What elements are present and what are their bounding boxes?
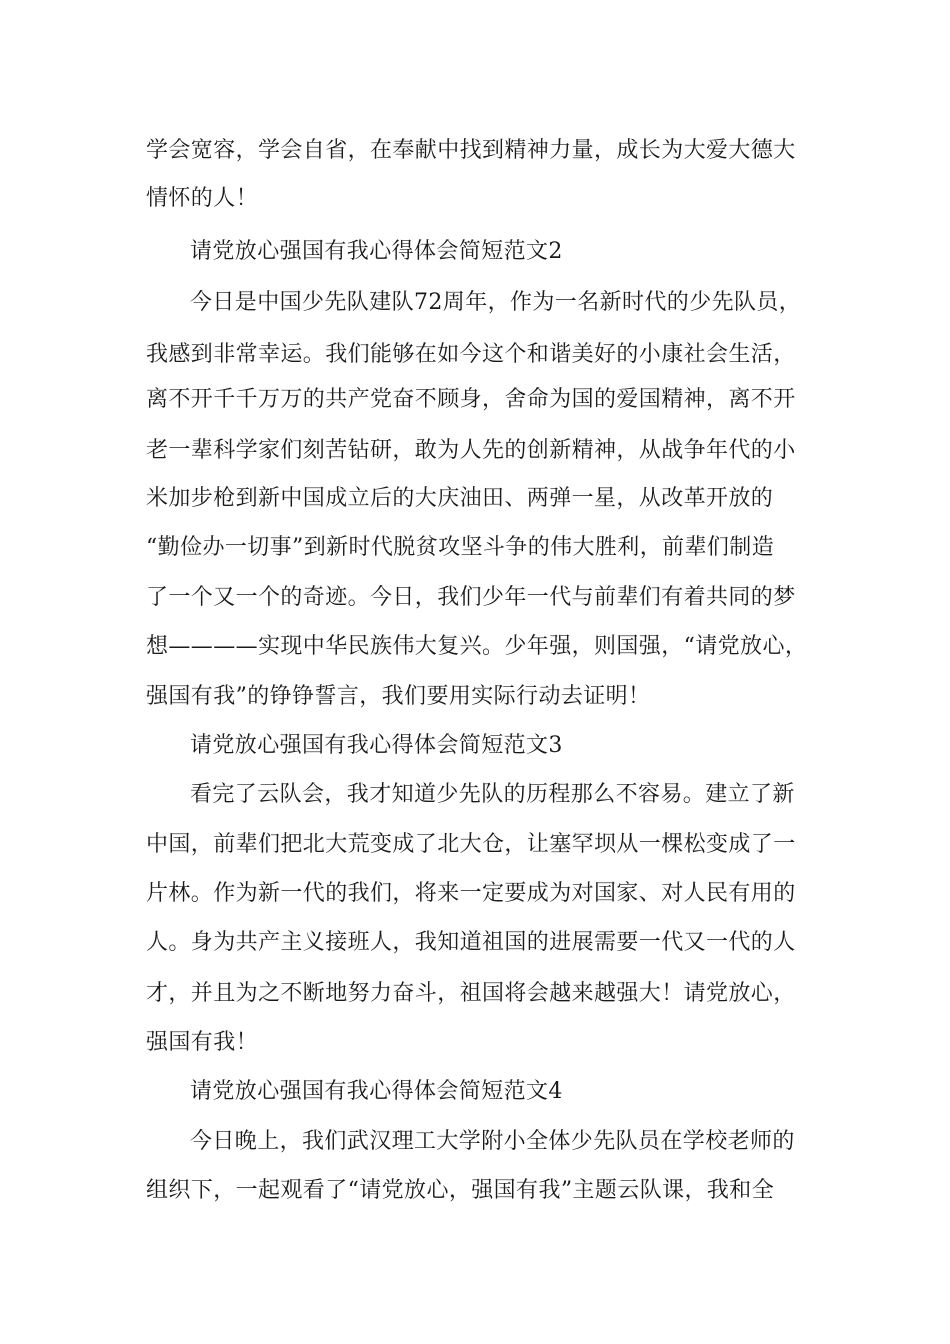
paragraph-line: 组织下，一起观看了“请党放心，强国有我”主题云队课，我和全	[146, 1178, 775, 1203]
paragraph-line: 想————实现中华民族伟大复兴。少年强，则国强，“请党放心，	[146, 634, 808, 659]
paragraph-line: 片林。作为新一代的我们，将来一定要成为对国家、对人民有用的	[146, 881, 796, 906]
paragraph-line: 学会宽容，学会自省，在奉献中找到精神力量，成长为大爱大德大	[146, 138, 796, 163]
paragraph-line: 今日晚上，我们武汉理工大学附小全体少先队员在学校老师的	[190, 1129, 795, 1154]
section-heading: 请党放心强国有我心得体会简短范文3	[190, 733, 563, 758]
paragraph-line: 强国有我”的铮铮誓言，我们要用实际行动去证明！	[146, 684, 651, 709]
paragraph-line: 老一辈科学家们刻苦钻研，敢为人先的创新精神，从战争年代的小	[146, 438, 796, 463]
paragraph-line: 今日是中国少先队建队72周年，作为一名新时代的少先队员，	[190, 290, 802, 315]
section-heading: 请党放心强国有我心得体会简短范文2	[190, 239, 563, 264]
paragraph-line: 中国，前辈们把北大荒变成了北大仓，让塞罕坝从一棵松变成了一	[146, 832, 796, 857]
paragraph-line: 才，并且为之不断地努力奋斗，祖国将会越来越强大！请党放心，	[146, 981, 796, 1006]
paragraph-line: 我感到非常幸运。我们能够在如今这个和谐美好的小康社会生活，	[146, 342, 796, 367]
paragraph-line: “勤俭办一切事”到新时代脱贫攻坚斗争的伟大胜利，前辈们制造	[146, 535, 775, 560]
paragraph-line: 米加步枪到新中国成立后的大庆油田、两弹一星，从改革开放的	[146, 486, 774, 511]
paragraph-line: 强国有我！	[146, 1030, 259, 1055]
paragraph-line: 了一个又一个的奇迹。今日，我们少年一代与前辈们有着共同的梦	[146, 585, 796, 610]
paragraph-line: 情怀的人！	[146, 186, 259, 211]
paragraph-line: 离不开千千万万的共产党奋不顾身，舍命为国的爱国精神，离不开	[146, 387, 796, 412]
paragraph-line: 人。身为共产主义接班人，我知道祖国的进展需要一代又一代的人	[146, 930, 796, 955]
paragraph-line: 看完了云队会，我才知道少先队的历程那么不容易。建立了新	[190, 782, 795, 807]
section-heading: 请党放心强国有我心得体会简短范文4	[190, 1079, 563, 1104]
